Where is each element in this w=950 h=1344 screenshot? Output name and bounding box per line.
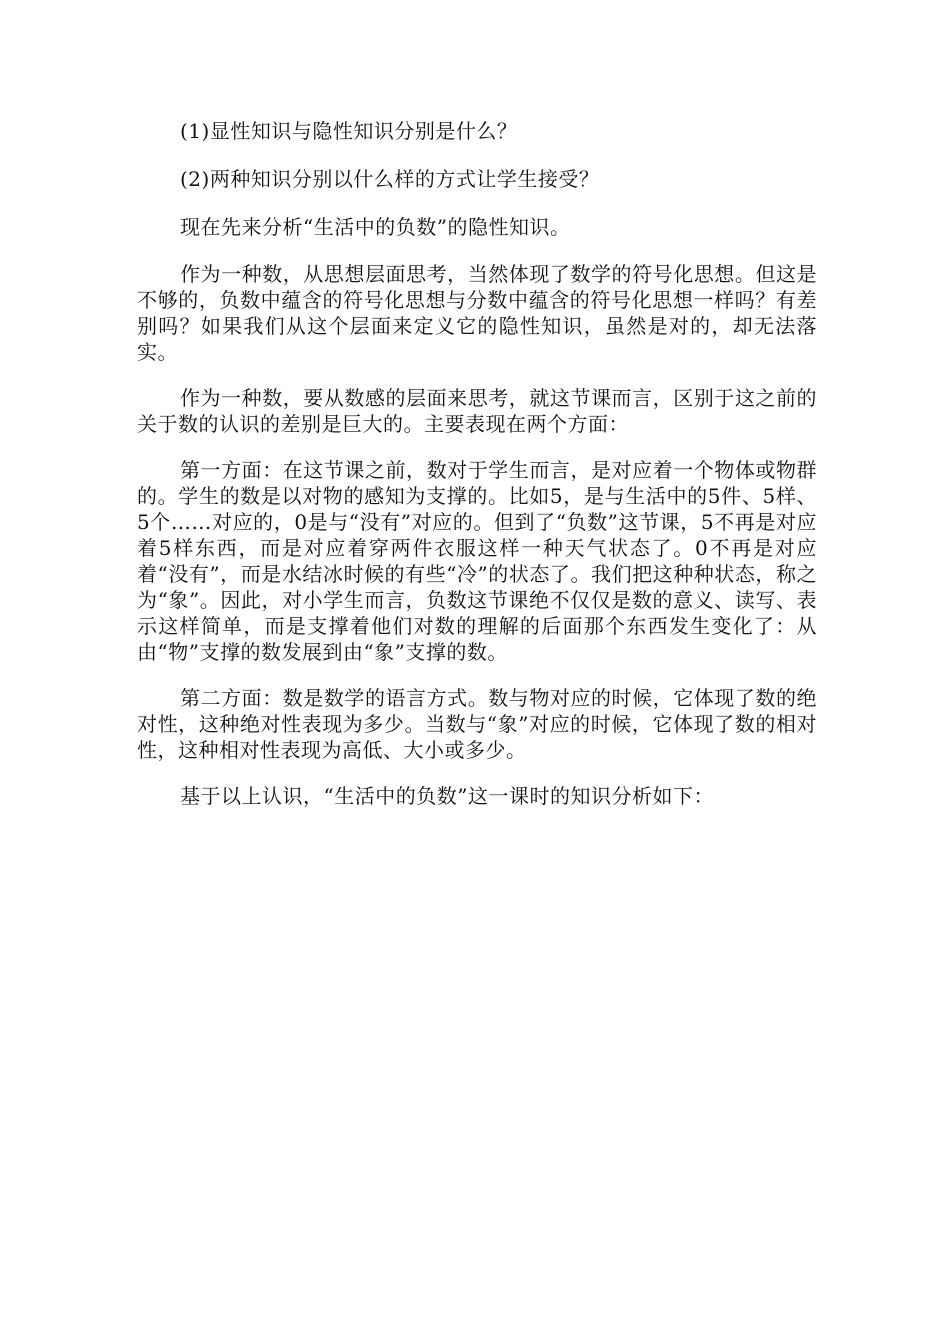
paragraph-aspect-two: 第二方面：数是数学的语言方式。数与物对应的时候，它体现了数的绝对性，这种绝对性表现为多少。当数与“象”对应的时候，它体现了数的相对性，这种相对性表现为高低、大小或多少。 xyxy=(137,686,817,762)
paragraph-symbolization: 作为一种数，从思想层面思考，当然体现了数学的符号化思想。但这是不够的，负数中蕴含的符号化思想与分数中蕴含的符号化思想一样吗？有差别吗？如果我们从这个层面来定义它的隐性知识，虽然是对的，却无法落实。 xyxy=(137,262,817,364)
paragraph-number-sense: 作为一种数，要从数感的层面来思考，就这节课而言，区别于这之前的关于数的认识的差别是巨大的。主要表现在两个方面： xyxy=(137,386,817,436)
document-body xyxy=(137,118,817,829)
paragraph-conclusion: 基于以上认识，“生活中的负数”这一课时的知识分析如下： xyxy=(180,784,714,808)
question-2: (2)两种知识分别以什么样的方式让学生接受？ xyxy=(180,167,600,191)
paragraph-aspect-one: 第一方面：在这节课之前，数对于学生而言，是对应着一个物体或物群的。学生的数是以对物的感知为支撑的。比如5，是与生活中的5件、5样、5个……对应的，0是与“没有”对应的。但到了“负数”这节课，5不再是对应着5样东西，而是对应着穿两件衣服这样一种天气状态了。0不再是对应着“没有”，而是水结冰时候的有些“冷”的状态了。我们把这种种状态，称之为“象”。因此，对小学生而言，负数这节课绝不仅仅是数的意义、读写、表示这样简单，而是支撑着他们对数的理解的后面那个东西发生变化了：从由“物”支撑的数发展到由“象”支撑的数。 xyxy=(137,458,817,664)
intro-paragraph: 现在先来分析“生活中的负数”的隐性知识。 xyxy=(180,215,571,239)
question-1: (1)显性知识与隐性知识分别是什么？ xyxy=(180,119,518,143)
